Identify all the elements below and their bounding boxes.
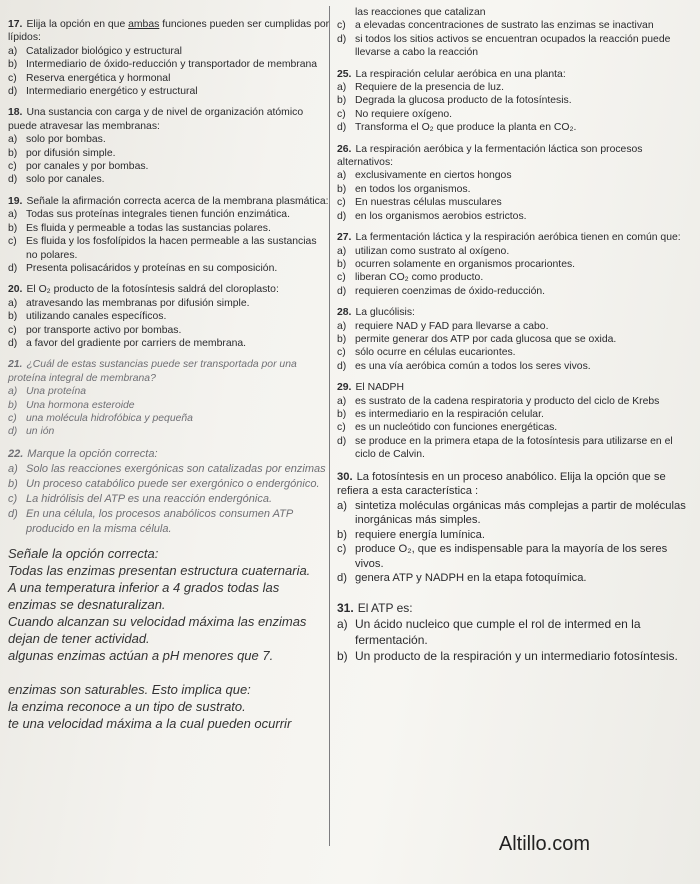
option [8, 462, 330, 477]
option-text: produce O₂, que es indispensable para la mayoría de los seres vivos. [355, 543, 668, 570]
question-number: 30. [337, 470, 353, 483]
option-letter: d) [8, 426, 18, 438]
option [337, 108, 695, 121]
option [8, 337, 330, 350]
stem-text: El O₂ producto de la fotosíntesis saldrá del cloroplasto: [26, 284, 279, 296]
option-text: La hidrólisis del ATP es una reacción endergónica. [26, 492, 273, 505]
option-letter: a) [8, 134, 18, 146]
option [8, 492, 330, 507]
option-text: solo por bombas. [26, 134, 106, 146]
question-17-stem [8, 18, 330, 45]
option-text: por difusión simple. [26, 147, 116, 159]
question-number: 21. [8, 359, 23, 371]
option [337, 94, 695, 107]
stem-text: El NADPH [355, 382, 404, 394]
question-number: 17. [8, 19, 23, 30]
option-letter: a) [337, 320, 347, 332]
option-letter: a) [337, 170, 347, 182]
question-26-stem [337, 143, 695, 170]
question-18-stem [8, 106, 330, 133]
stem-text: El ATP es: [357, 600, 413, 615]
text-line: Cuando alcanzan su velocidad máxima las enzimas [8, 613, 307, 629]
option-letter: b) [337, 528, 347, 541]
option [337, 528, 695, 543]
option-letter: d) [337, 572, 347, 585]
option [8, 147, 330, 160]
question-number: 26. [337, 143, 352, 155]
question-number: 18. [8, 107, 23, 119]
option-letter: b) [337, 408, 347, 420]
option-letter: d) [8, 86, 18, 98]
stem-text: ¿Cuál de estas sustancias puede ser transportada por una proteína integral de membrana? [8, 359, 297, 384]
option [8, 208, 330, 221]
option-text: ocurren solamente en organismos procariontes. [355, 258, 576, 270]
text-line: Todas las enzimas presentan estructura cuaternaria. [8, 562, 311, 578]
question-22-stem [8, 447, 330, 462]
question-29 [337, 381, 695, 461]
option [8, 160, 330, 173]
option-text: si todos los sitios activos se encuentran ocupados la reacción puede llevarse a cabo la reacción [355, 33, 671, 59]
option-letter: d) [337, 285, 347, 297]
stem-text: La respiración aeróbica y la fermentación láctica son procesos alternativos: [337, 143, 643, 169]
option-letter: a) [8, 297, 18, 309]
question-28-stem [337, 306, 695, 319]
stem-text: La fotosíntesis en un proceso anabólico. Elija la opción que se refiera a esta característica : [337, 470, 666, 498]
option [337, 245, 695, 258]
option-text: requieren coenzimas de óxido-reducción. [355, 285, 546, 297]
stem-text: La fermentación láctica y la respiración aeróbica tienen en común que: [355, 232, 681, 244]
option [337, 121, 695, 134]
option [337, 421, 695, 434]
option-text: Degrada la glucosa producto de la fotosíntesis. [355, 95, 572, 107]
option-text: Catalizador biológico y estructural [26, 45, 182, 57]
option [337, 271, 695, 284]
option [337, 285, 695, 298]
stem-underlined: ambas [128, 19, 160, 30]
option [337, 210, 695, 223]
option [8, 262, 330, 275]
option-text: Presenta polisacáridos y proteínas en su composición. [26, 262, 278, 274]
option-text: En una célula, los procesos anabólicos consumen ATP producido en la misma célula. [26, 507, 293, 535]
option-letter: b) [8, 311, 18, 323]
option [337, 320, 695, 333]
option [8, 297, 330, 310]
option [8, 412, 330, 425]
option-text: utilizan como sustrato al oxígeno. [355, 245, 510, 257]
question-19-stem [8, 195, 330, 208]
stem-text: funciones pueden ser cumplidas por lípidos: [8, 19, 330, 44]
question-number: 25. [337, 68, 352, 80]
question-20-stem [8, 283, 330, 296]
continuation-text: las reacciones que catalizan [355, 7, 486, 18]
option-text: un ión [26, 426, 55, 438]
question-23 [8, 545, 330, 732]
question-27-stem [337, 231, 695, 244]
question-25-stem [337, 68, 695, 81]
text-line: algunas enzimas actúan a pH menores que 7. [8, 647, 274, 663]
option-letter: a) [8, 45, 18, 57]
option-letter: a) [337, 616, 348, 631]
option [8, 173, 330, 186]
question-number: 29. [337, 382, 352, 394]
option [8, 235, 330, 262]
stem-text: Una sustancia con carga y de nivel de organización atómico puede atravesar las membranas: [8, 107, 304, 132]
option-text: se produce en la primera etapa de la fotosíntesis para utilizarse en el ciclo de Calvin. [355, 435, 673, 461]
question-20 [8, 283, 330, 350]
option [8, 72, 330, 85]
question-26 [337, 143, 695, 223]
option-text: Todas sus proteínas integrales tienen función enzimática. [26, 209, 290, 221]
question-31-stem [337, 600, 695, 616]
option-text: No requiere oxígeno. [355, 108, 453, 120]
option-letter: c) [8, 324, 17, 336]
text-line: te una velocidad máxima a la cual pueden ocurrir [8, 715, 292, 731]
question-31 [337, 600, 695, 664]
option-letter: a) [337, 395, 347, 407]
right-column [337, 0, 695, 884]
question-number: 28. [337, 307, 352, 319]
option-letter: d) [8, 507, 18, 520]
text-line [8, 664, 330, 681]
option [337, 183, 695, 196]
option-letter: b) [337, 183, 347, 195]
option-text: requiere NAD y FAD para llevarse a cabo. [355, 320, 549, 332]
option [337, 81, 695, 94]
option-letter: d) [337, 360, 347, 372]
text-line: la enzima reconoce a un tipo de sustrato. [8, 698, 246, 714]
option [337, 346, 695, 359]
option-text: Un proceso catabólico puede ser exergónico o endergónico. [26, 477, 320, 490]
option-letter: c) [8, 492, 18, 505]
option-letter: d) [8, 337, 18, 349]
option-text: en los organismos aerobios estrictos. [355, 210, 527, 222]
stem-text: Marque la opción correcta: [27, 447, 158, 460]
option-text: sintetiza moléculas orgánicas más complejas a partir de moléculas inorgánicas más simples. [355, 499, 686, 527]
option-text: Una proteína [26, 386, 87, 398]
text-line: dejan de tener actividad. [8, 630, 150, 646]
option-letter: d) [337, 122, 347, 134]
option-text: Una hormona esteroide [26, 399, 135, 411]
option [337, 360, 695, 373]
question-number: 31. [337, 600, 354, 615]
option-text: Reserva energética y hormonal [26, 72, 171, 84]
option-letter: d) [337, 210, 347, 222]
option-text: exclusivamente en ciertos hongos [355, 170, 512, 182]
option-letter: d) [337, 435, 347, 447]
option-text: por canales y por bombas. [26, 161, 149, 173]
option [337, 408, 695, 421]
option-text: Intermediario de óxido-reducción y transportador de membrana [26, 59, 318, 71]
option [8, 507, 330, 537]
option-letter: b) [8, 147, 18, 159]
text-line: enzimas son saturables. Esto implica que: [8, 681, 251, 697]
question-29-stem [337, 381, 695, 394]
option [337, 19, 695, 32]
option-text: solo por canales. [26, 174, 105, 186]
option-text: es un nucleótido con funciones energéticas. [355, 422, 558, 434]
question-21-stem [8, 358, 330, 385]
watermark: Altillo.com [498, 833, 590, 855]
question-number: 27. [337, 232, 352, 244]
option-letter: c) [337, 108, 346, 120]
stem-text: Elija la opción en que [26, 19, 129, 30]
question-23-stem: Señale la opción correcta: [8, 545, 159, 561]
option [8, 425, 330, 438]
option-letter: a) [8, 462, 18, 475]
option-letter: a) [8, 386, 18, 398]
question-30-stem [337, 470, 695, 499]
option-text: Un producto de la respiración y un intermediario fotosíntesis. [355, 648, 678, 663]
option-letter: a) [337, 82, 347, 94]
option-letter: c) [8, 72, 17, 84]
question-number: 19. [8, 195, 23, 207]
option [337, 196, 695, 209]
option-text: es una vía aeróbica común a todos los seres vivos. [355, 360, 591, 372]
option-text: es intermediario en la respiración celular. [355, 408, 544, 420]
option-letter: a) [8, 209, 18, 221]
option [337, 395, 695, 408]
question-number: 20. [8, 284, 23, 296]
option [8, 45, 330, 58]
text-line: A una temperatura inferior a 4 grados todas las [8, 579, 280, 595]
option-text: sólo ocurre en células eucariontes. [355, 347, 516, 359]
option-text: a favor del gradiente por carriers de membrana. [26, 337, 247, 349]
option [8, 85, 330, 98]
option-letter: b) [337, 258, 347, 270]
option-letter: b) [8, 222, 18, 234]
option-text: Es fluida y los fosfolípidos la hacen permeable a las sustancias no polares. [26, 236, 317, 261]
option-text: Transforma el O₂ que produce la planta en CO₂. [355, 122, 577, 134]
option-text: Un ácido nucleico que cumple el rol de intermed en la fermentación. [355, 616, 641, 647]
option [337, 648, 695, 664]
option-text: a elevadas concentraciones de sustrato las enzimas se inactivan [355, 20, 654, 32]
question-28 [337, 306, 695, 373]
option-text: atravesando las membranas por difusión simple. [26, 297, 250, 309]
question-24-continuation [337, 6, 695, 60]
option-text: genera ATP y NADPH en la etapa fotoquímica. [355, 572, 587, 585]
option-text: Requiere de la presencia de luz. [355, 82, 505, 94]
option-letter: a) [337, 499, 347, 512]
option-text: una molécula hidrofóbica y pequeña [26, 412, 193, 424]
question-30 [337, 470, 695, 586]
option-letter: c) [337, 20, 346, 32]
option [337, 169, 695, 182]
option-letter: c) [8, 161, 17, 173]
option-text: permite generar dos ATP por cada glucosa que se oxida. [355, 333, 617, 345]
option-text: Intermediario energético y estructural [26, 86, 198, 98]
option [337, 333, 695, 346]
option [8, 58, 330, 71]
option-letter: c) [337, 272, 346, 284]
option [337, 33, 695, 60]
option [337, 258, 695, 271]
option-letter: c) [337, 543, 347, 556]
option-text: es sustrato de la cadena respiratoria y producto del ciclo de Krebs [355, 395, 660, 407]
option [337, 499, 695, 528]
stem-text: La respiración celular aeróbica en una planta: [355, 68, 566, 80]
option-letter: d) [8, 174, 18, 186]
option [337, 571, 695, 586]
option-text: Solo las reacciones exergónicas son catalizadas por enzimas [26, 462, 326, 475]
option-letter: b) [8, 59, 18, 71]
option-text: liberan CO₂ como producto. [355, 272, 484, 284]
option [8, 222, 330, 235]
option-letter: b) [8, 477, 18, 490]
option [8, 385, 330, 398]
option-letter: b) [337, 648, 348, 663]
option-letter: c) [337, 347, 346, 359]
option [8, 477, 330, 492]
left-column [8, 0, 330, 884]
option-letter: b) [8, 399, 18, 411]
option [8, 133, 330, 146]
option-letter: c) [8, 236, 17, 248]
option-text: en todos los organismos. [355, 183, 471, 195]
option-text: utilizando canales específicos. [26, 311, 167, 323]
option-letter: d) [8, 262, 18, 274]
option-letter: d) [337, 33, 347, 45]
option [337, 616, 695, 648]
option [337, 542, 695, 571]
question-22 [8, 447, 330, 537]
option [337, 435, 695, 462]
option-letter: c) [8, 412, 17, 424]
option-letter: b) [337, 95, 347, 107]
text-line: enzimas se desnaturalizan. [8, 596, 166, 612]
option [8, 310, 330, 323]
question-21 [8, 358, 330, 438]
option-text: requiere energía lumínica. [355, 528, 485, 541]
option-letter: c) [337, 422, 346, 434]
stem-text: Señale la afirmación correcta acerca de la membrana plasmática: [26, 195, 329, 207]
question-18 [8, 106, 330, 186]
option [8, 324, 330, 337]
question-19 [8, 195, 330, 275]
question-27 [337, 231, 695, 298]
question-number: 22. [8, 447, 24, 460]
option-text: Es fluida y permeable a todas las sustancias polares. [26, 222, 271, 234]
option-letter: c) [337, 197, 346, 209]
option-letter: b) [337, 333, 347, 345]
question-17 [8, 18, 330, 98]
option-text: por transporte activo por bombas. [26, 324, 182, 336]
stem-text: La glucólisis: [355, 307, 415, 319]
question-25 [337, 68, 695, 135]
option-letter: a) [337, 245, 347, 257]
option [8, 399, 330, 412]
option-text: En nuestras células musculares [355, 197, 502, 209]
